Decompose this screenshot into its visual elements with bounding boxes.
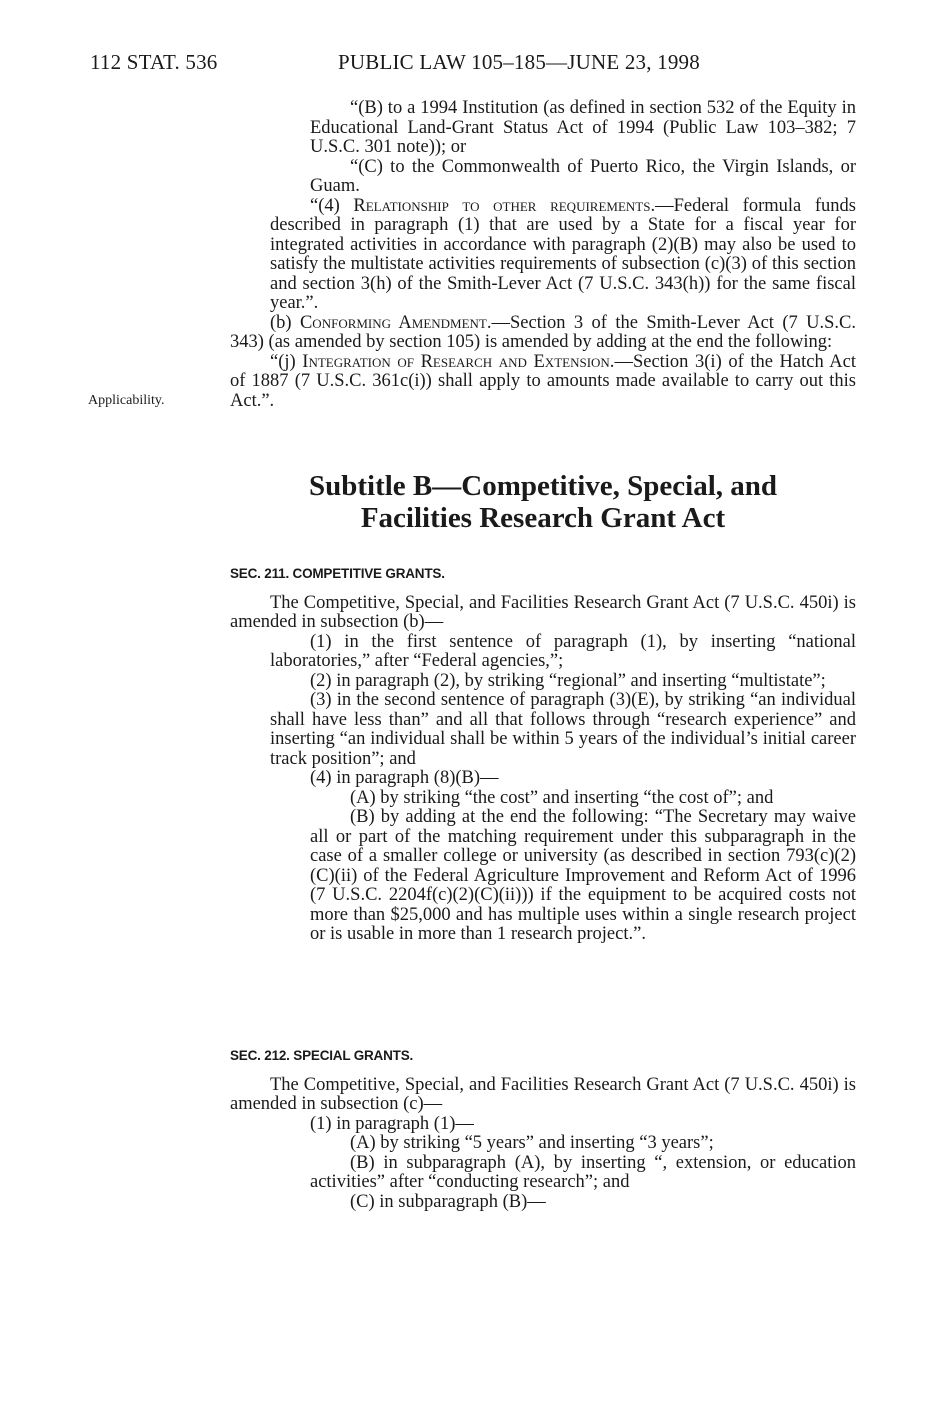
page-reference: 112 STAT. 536	[90, 50, 218, 74]
conforming-amendment-heading: Conforming Amendment.	[299, 312, 492, 333]
amendment-continuation	[230, 99, 856, 411]
section-211-intro: The Competitive, Special, and Facilities Research Grant Act (7 U.S.C. 450i) is amended in subsection (b)—	[230, 592, 856, 632]
section-211-item-1: (1) in the first sentence of paragraph (1), by inserting “national laboratories,” after “Federal agencies,”;	[270, 631, 856, 671]
section-212-item-1c: (C) in subparagraph (B)—	[350, 1191, 546, 1212]
clause-c: “(C) to the Commonwealth of Puerto Rico, the Virgin Islands, or Guam.	[310, 156, 856, 196]
section-211-item-4: (4) in paragraph (8)(B)—	[310, 768, 499, 788]
section-212-item-1: (1) in paragraph (1)—	[310, 1113, 474, 1134]
paragraph-4-heading: Relationship to other requirements.	[353, 195, 656, 216]
conforming-amendment: (b) Conforming Amendment.—Section 3 of the Smith-Lever Act (7 U.S.C. 343) (as amended by section 105) is amended by adding at the end the following:	[230, 312, 856, 352]
clause-b: “(B) to a 1994 Institution (as defined in section 532 of the Equity in Educational Land-Grant Status Act of 1994 (Public Law 103–382; 7 U.S.C. 301 note)); or	[310, 98, 856, 157]
section-211-item-4b: (B) by adding at the end the following: “The Secretary may waive all or part of the matching requirement under this subparagraph in the case of a smaller college or university (as described in section 793(c)(2)(C)(ii) of the Federal Agriculture Improvement and Reform Act of 1996 (7 U.S.C. 2204f(c)(2)(C)(ii))) if the equipment to be acquired costs not more than $25,000 and has multiple uses within a single research project or is usable in more than 1 research project.”.	[310, 807, 856, 944]
subsection-j-heading: Integration of Research and Extension.	[302, 351, 615, 372]
margin-note-applicability: Applicability.	[88, 393, 165, 408]
section-211-item-2: (2) in paragraph (2), by striking “regional” and inserting “multistate”;	[310, 670, 826, 691]
section-212-item-1a: (A) by striking “5 years” and inserting “3 years”;	[350, 1133, 714, 1153]
subtitle-line-2: Facilities Research Grant Act	[360, 502, 726, 534]
section-211	[230, 564, 856, 945]
law-title: PUBLIC LAW 105–185—JUNE 23, 1998	[338, 50, 700, 74]
subsection-j: “(j) Integration of Research and Extension.—Section 3(i) of the Hatch Act of 1887 (7 U.S.C. 361c(i)) shall apply to amounts made available to carry out this Act.”.	[230, 351, 856, 411]
section-211-item-4a: (A) by striking “the cost” and inserting “the cost of”; and	[350, 787, 774, 808]
section-212-heading: SEC. 212. SPECIAL GRANTS.	[230, 1048, 414, 1063]
section-212	[230, 1046, 856, 1212]
paragraph-4: “(4) Relationship to other requirements.—Federal formula funds described in paragraph (1) that are used by a State for a fiscal year for integrated activities in accordance with paragraph (2)(B) may also be used to satisfy the multistate activities requirements of subsection (c)(3) of this section and section 3(h) of the Smith-Lever Act (7 U.S.C. 343(h)) for the same fiscal year.”.	[270, 195, 856, 313]
section-211-heading: SEC. 211. COMPETITIVE GRANTS.	[230, 566, 445, 581]
section-212-intro: The Competitive, Special, and Facilities Research Grant Act (7 U.S.C. 450i) is amended in subsection (c)—	[230, 1074, 856, 1114]
section-211-item-3: (3) in the second sentence of paragraph (3)(E), by striking “an individual shall have less than” and all that follows through “research experience” and inserting “an individual shall be within 5 years of the individual’s initial career track position”; and	[270, 690, 856, 769]
subtitle-heading	[230, 470, 856, 534]
section-212-item-1b: (B) in subparagraph (A), by inserting “, extension, or education activities” after “conducting research”; and	[310, 1152, 856, 1192]
subtitle-line-1: Subtitle B—Competitive, Special, and	[308, 470, 778, 502]
